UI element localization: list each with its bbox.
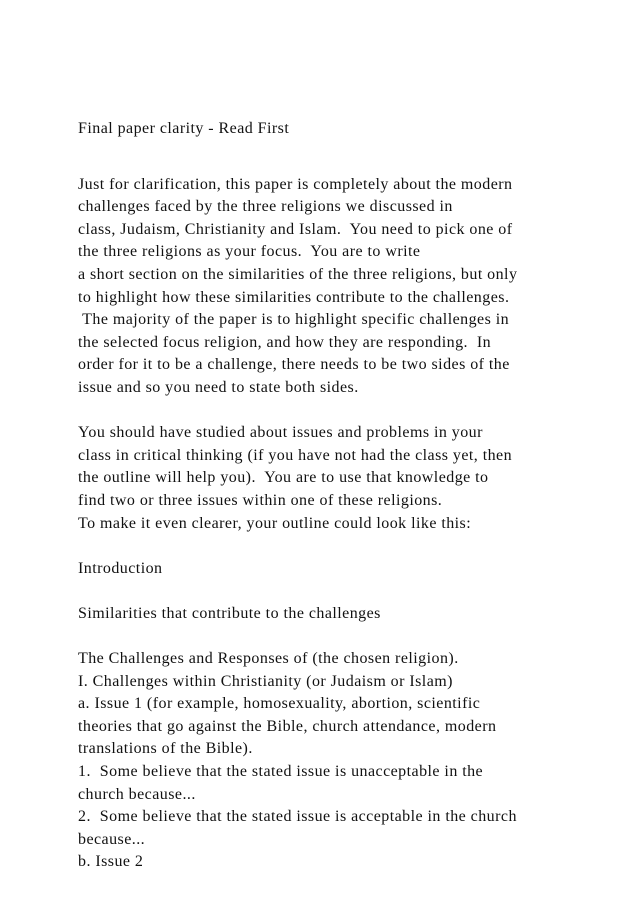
text-line: theories that go against the Bible, church attendance, modern [78, 717, 497, 735]
document-body [78, 118, 608, 874]
spacer [78, 141, 608, 174]
text-line: a short section on the similarities of the three religions, but only [78, 265, 518, 283]
text-line: You should have studied about issues and problems in your [78, 424, 483, 442]
spacer [78, 400, 608, 423]
text-line: To make it even clearer, your outline could look like this: [78, 514, 472, 532]
text-line: to highlight how these similarities contribute to the challenges. [78, 288, 510, 306]
text-line: the three religions as your focus. You are to write [78, 243, 421, 261]
text-line: class, Judaism, Christianity and Islam. You need to pick one of [78, 220, 513, 238]
spacer [78, 535, 608, 558]
spacer [78, 580, 608, 603]
document-title: Final paper clarity - Read First [78, 120, 290, 137]
text-line: because... [78, 830, 146, 848]
text-line: b. Issue 2 [78, 853, 144, 871]
outline-similarities: Similarities that contribute to the challenges [78, 604, 381, 622]
text-line: order for it to be a challenge, there needs to be two sides of the [78, 356, 510, 374]
paragraph-clarification [78, 174, 608, 400]
text-line: issue and so you need to state both sides. [78, 378, 359, 396]
text-line: The Challenges and Responses of (the chosen religion). [78, 650, 459, 668]
text-line: church because... [78, 785, 196, 803]
text-line: the selected focus religion, and how they are responding. In [78, 333, 492, 351]
text-line: class in critical thinking (if you have not had the class yet, then [78, 446, 513, 464]
text-line: Just for clarification, this paper is completely about the modern [78, 175, 513, 193]
text-line: a. Issue 1 (for example, homosexuality, abortion, scientific [78, 695, 481, 713]
outline-introduction: Introduction [78, 559, 163, 577]
text-line: the outline will help you). You are to use that knowledge to [78, 469, 489, 487]
spacer [78, 625, 608, 648]
text-line: I. Challenges within Christianity (or Judaism or Islam) [78, 672, 453, 690]
text-line: challenges faced by the three religions we discussed in [78, 198, 453, 216]
text-line: The majority of the paper is to highlight specific challenges in [78, 311, 510, 329]
text-line: find two or three issues within one of these religions. [78, 491, 443, 509]
outline-challenges [78, 648, 608, 874]
text-line: 2. Some believe that the stated issue is acceptable in the church [78, 808, 517, 826]
text-line: translations of the Bible). [78, 740, 253, 758]
text-line: 1. Some believe that the stated issue is unacceptable in the [78, 763, 484, 781]
paragraph-instructions [78, 422, 608, 535]
